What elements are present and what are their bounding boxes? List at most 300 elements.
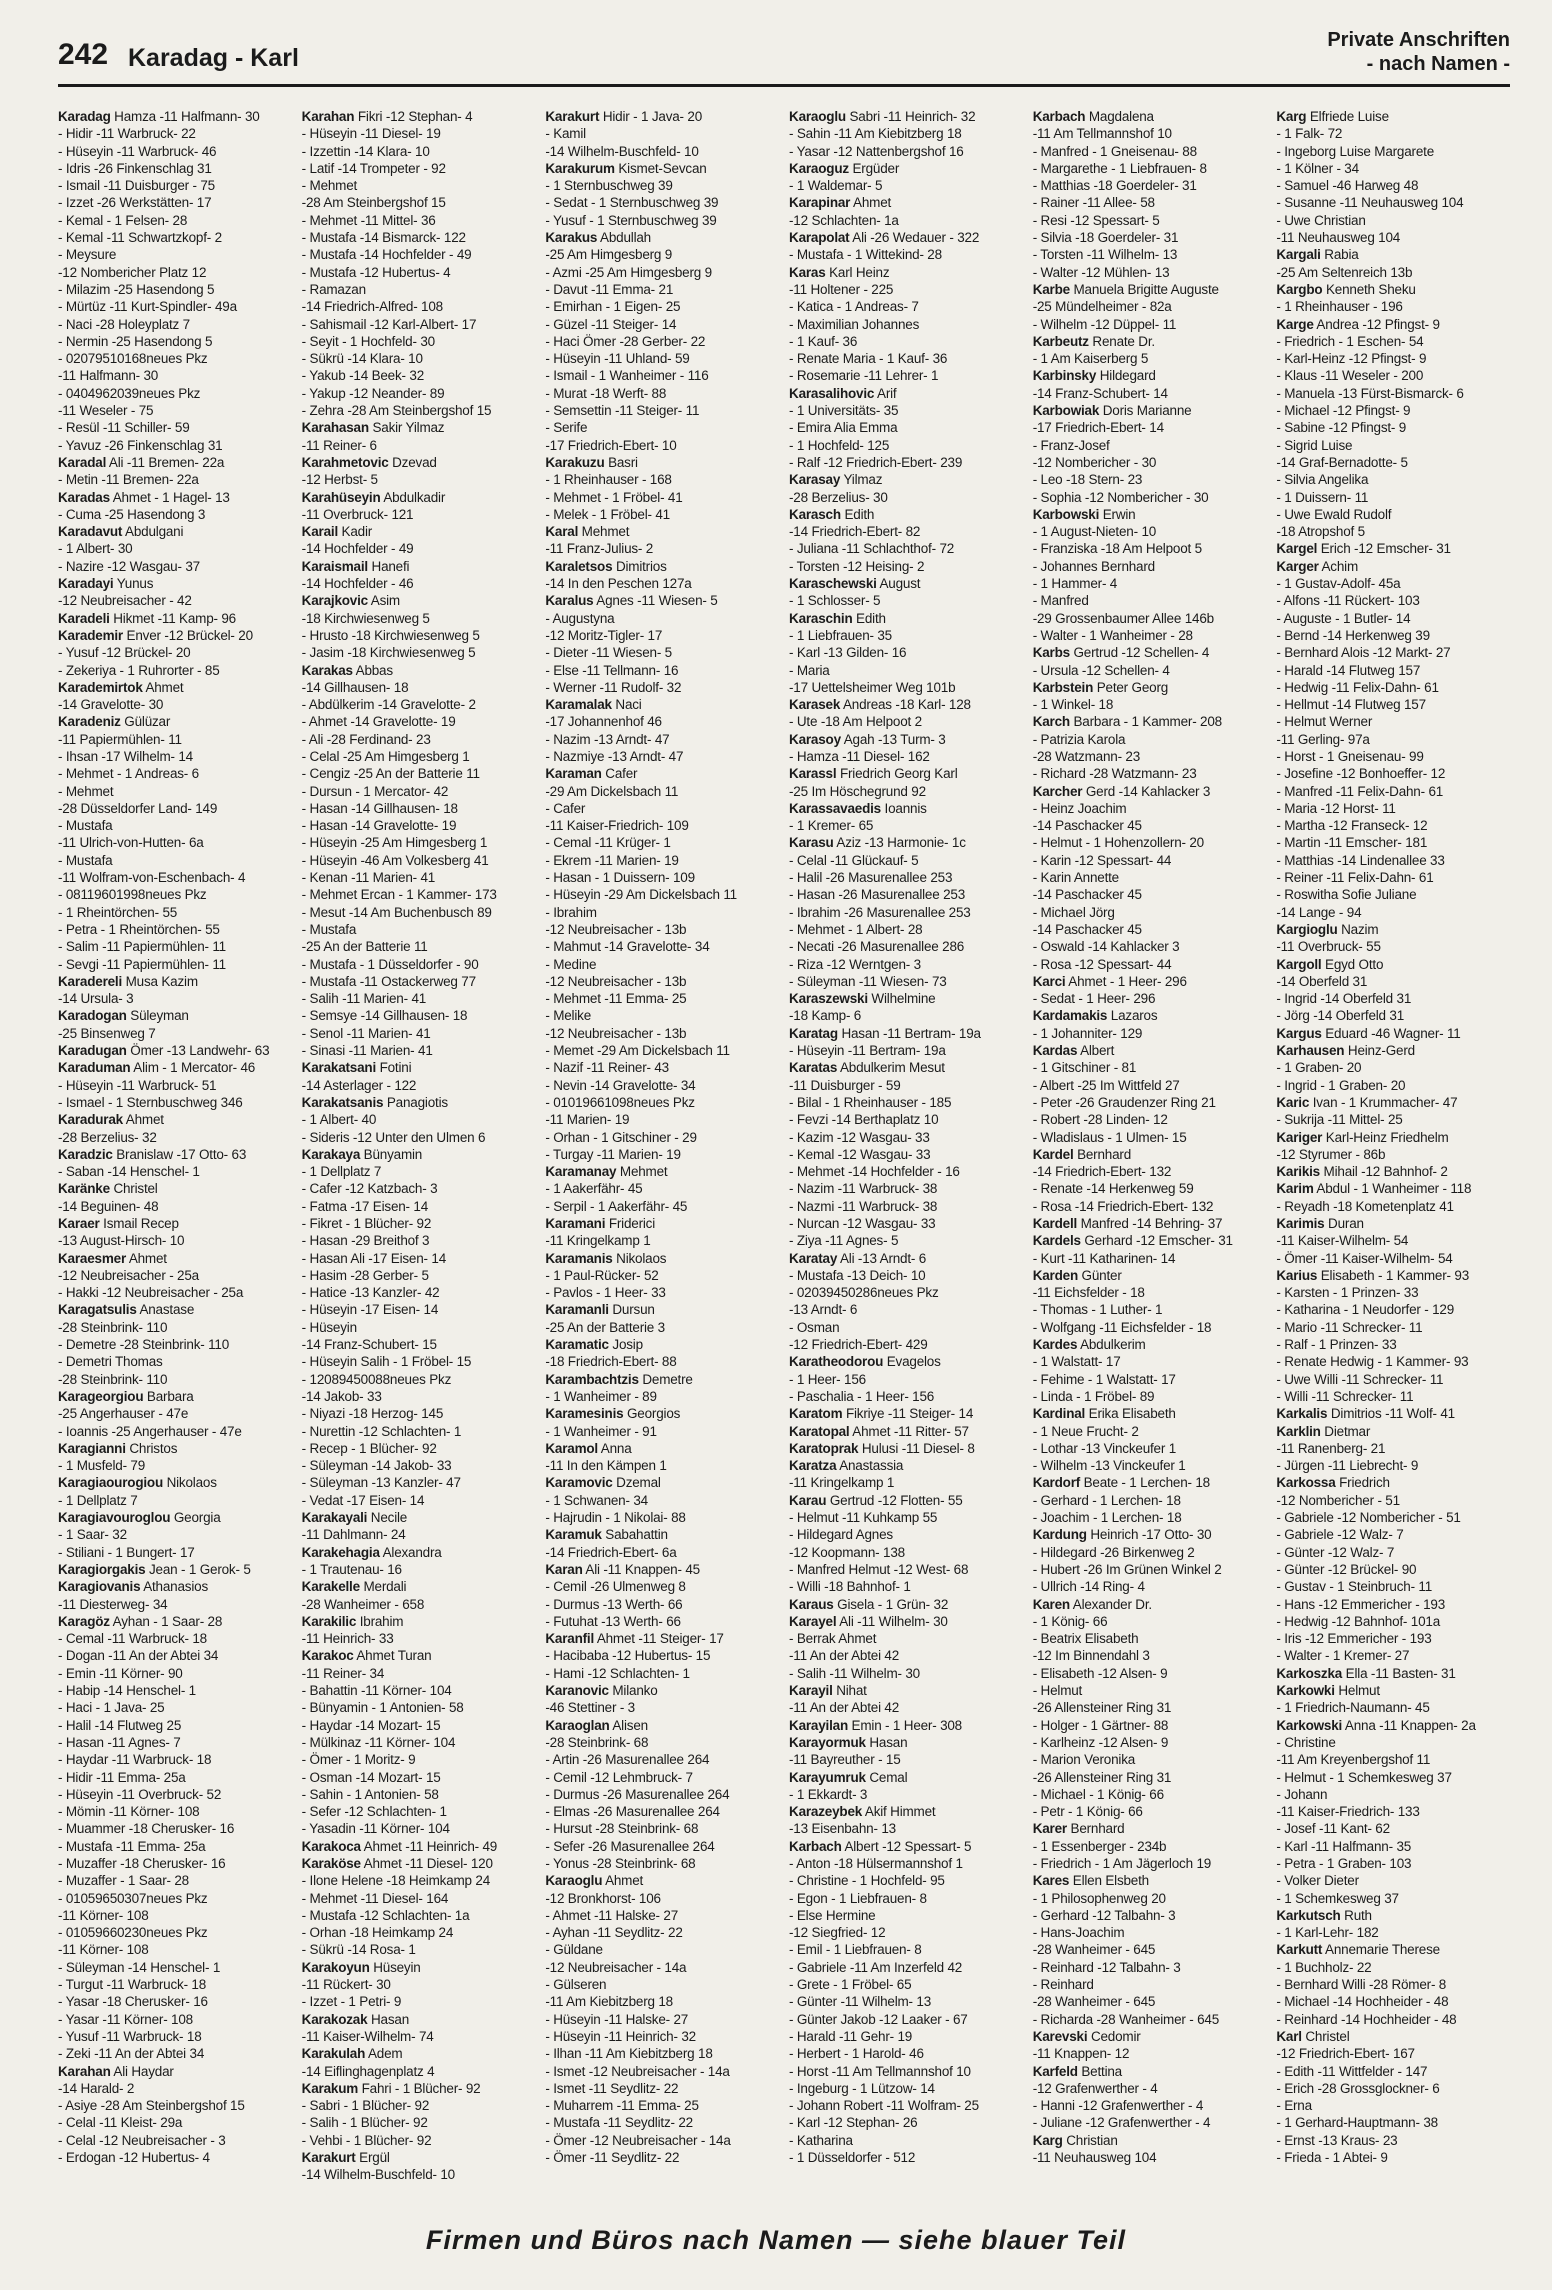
entry-surname: Karaletsos bbox=[545, 558, 613, 574]
directory-entry: - Yusuf -11 Warbruck- 18 bbox=[58, 2028, 202, 2044]
directory-entry: Karaoglu Ahmet bbox=[545, 1873, 644, 1889]
entry-surname: Karayel bbox=[789, 1613, 837, 1629]
section-title-line1: Private Anschriften bbox=[1327, 29, 1510, 51]
directory-entry: - Ingrid - 1 Graben- 20 bbox=[1276, 1077, 1406, 1093]
entry-surname: Karaismail bbox=[301, 558, 368, 574]
directory-entry: - Karlheinz -12 Alsen- 9 bbox=[1032, 1734, 1169, 1750]
directory-entry: - Hamza -11 Diesel- 162 bbox=[789, 748, 930, 764]
entry-surname: Karagianni bbox=[58, 1440, 126, 1456]
directory-entry: - Maria -12 Horst- 11 bbox=[1276, 800, 1396, 816]
directory-entry: - Saban -14 Henschel- 1 bbox=[58, 1164, 200, 1180]
directory-entry: - Ilhan -11 Am Kiebitzberg 18 bbox=[545, 2046, 713, 2062]
directory-entry: Karayormuk Hasan bbox=[789, 1734, 908, 1750]
directory-entry: Karbowiak Doris Marianne bbox=[1032, 403, 1192, 419]
directory-entry: - Robert -28 Linden- 12 bbox=[1032, 1112, 1168, 1128]
directory-entry: - Yakub -14 Beek- 32 bbox=[301, 368, 424, 384]
directory-entry: - Idris -26 Finkenschlag 31 bbox=[58, 160, 212, 176]
directory-entry: - Manfred Helmut -12 West- 68 bbox=[789, 1561, 969, 1577]
entry-surname: Karakilic bbox=[301, 1613, 357, 1629]
directory-entry: -11 Ranenberg- 21 bbox=[1276, 1440, 1386, 1456]
entry-surname: Karaoglu bbox=[545, 1873, 603, 1889]
directory-entry: - Volker Dieter bbox=[1276, 1873, 1359, 1889]
directory-entry: Karakurt Ergül bbox=[301, 2150, 390, 2166]
directory-entry: - 1 Rheinhauser - 196 bbox=[1276, 299, 1403, 315]
directory-entry: Karayilan Emin - 1 Heer- 308 bbox=[789, 1717, 962, 1733]
directory-entry: - 1 König- 66 bbox=[1032, 1613, 1108, 1629]
directory-entry: - Hasan - 1 Duissern- 109 bbox=[545, 870, 695, 886]
directory-entry: -11 Reiner- 34 bbox=[301, 1665, 385, 1681]
directory-entry: - Mehmet -11 Emma- 25 bbox=[545, 991, 687, 1007]
directory-entry: - 1 Dellplatz 7 bbox=[301, 1164, 382, 1180]
entry-surname: Karadurak bbox=[58, 1112, 123, 1128]
directory-entry: -12 Bronkhorst- 106 bbox=[545, 1890, 661, 1906]
directory-entry: - Gerhard -12 Talbahn- 3 bbox=[1032, 1907, 1176, 1923]
directory-entry: - Dursun - 1 Mercator- 42 bbox=[301, 783, 449, 799]
directory-entry: - Willi -18 Bahnhof- 1 bbox=[789, 1579, 911, 1595]
entry-surname: Karaus bbox=[789, 1596, 834, 1612]
directory-entry: - 1 Essenberger - 234b bbox=[1032, 1838, 1167, 1854]
directory-entry: -14 Paschacker 45 bbox=[1032, 818, 1142, 834]
directory-entry: - 02079510168neues Pkz bbox=[58, 351, 208, 367]
directory-entry: - Celal -11 Kleist- 29a bbox=[58, 2115, 183, 2131]
directory-entry: -11 Franz-Julius- 2 bbox=[545, 541, 654, 557]
directory-entry: - Roswitha Sofie Juliane bbox=[1276, 887, 1417, 903]
directory-entry: - Mustafa -14 Hochfelder - 49 bbox=[301, 247, 472, 263]
directory-entry: Karbowski Erwin bbox=[1032, 506, 1136, 522]
entry-surname: Karamanis bbox=[545, 1250, 613, 1266]
directory-entry: - 1 Rheintörchen- 55 bbox=[58, 904, 178, 920]
directory-entry: - Rosa -12 Spessart- 44 bbox=[1032, 956, 1172, 972]
directory-entry: - Michael -14 Hochheider - 48 bbox=[1276, 1994, 1449, 2010]
directory-entry: Karagianni Christos bbox=[58, 1440, 178, 1456]
directory-entry: Karden Günter bbox=[1032, 1267, 1122, 1283]
directory-entry: -12 Koopmann- 138 bbox=[789, 1544, 905, 1560]
directory-entry: Karasch Edith bbox=[789, 506, 875, 522]
entry-surname: Karklin bbox=[1276, 1423, 1321, 1439]
directory-entry: Karapolat Ali -26 Wedauer - 322 bbox=[789, 230, 980, 246]
directory-entry: Karademir Enver -12 Brückel- 20 bbox=[58, 627, 253, 643]
directory-entry: -14 Paschacker 45 bbox=[1032, 921, 1142, 937]
directory-entry: -29 Am Dickelsbach 11 bbox=[545, 783, 679, 799]
directory-entry: -14 Wilhelm-Buschfeld- 10 bbox=[545, 143, 699, 159]
directory-entry: - Haydar -11 Warbruck- 18 bbox=[58, 1752, 212, 1768]
directory-entry: - 1 Neue Frucht- 2 bbox=[1032, 1423, 1139, 1439]
directory-entry: Kardorf Beate - 1 Lerchen- 18 bbox=[1032, 1475, 1210, 1491]
directory-entry: - Helmut -11 Kuhkamp 55 bbox=[789, 1510, 938, 1526]
directory-entry: -17 Johannenhof 46 bbox=[545, 714, 662, 730]
directory-entry: - Hüseyin -11 Overbruck- 52 bbox=[58, 1786, 222, 1802]
entry-surname: Karatza bbox=[789, 1458, 837, 1474]
directory-entry: -25 Angerhauser - 47e bbox=[58, 1406, 189, 1422]
directory-entry: - Nazire -12 Wasgau- 37 bbox=[58, 558, 200, 574]
directory-entry: - Samuel -46 Harweg 48 bbox=[1276, 178, 1419, 194]
directory-entry: - 1 Düsseldorfer - 512 bbox=[789, 2150, 916, 2166]
directory-entry: - Senol -11 Marien- 41 bbox=[301, 1025, 431, 1041]
directory-entry: - Recep - 1 Blücher- 92 bbox=[301, 1440, 437, 1456]
entry-surname: Kardung bbox=[1032, 1527, 1087, 1543]
directory-entry: - Wolfgang -11 Eichsfelder - 18 bbox=[1032, 1319, 1212, 1335]
directory-entry: - Hami -12 Schlachten- 1 bbox=[545, 1665, 690, 1681]
directory-entry: - Bernd -14 Herkenweg 39 bbox=[1276, 627, 1430, 643]
directory-entry: - Manfred bbox=[1032, 593, 1089, 609]
directory-entry: Karakatsanis Panagiotis bbox=[301, 1094, 448, 1110]
directory-entry: - Sahismail -12 Karl-Albert- 17 bbox=[301, 316, 477, 332]
directory-entry: - Orhan -18 Heimkamp 24 bbox=[301, 1925, 454, 1941]
entry-surname: Karakayali bbox=[301, 1510, 368, 1526]
directory-entry: - Süleyman -11 Wiesen- 73 bbox=[789, 973, 947, 989]
directory-entry: -12 Neubreisacher - 25a bbox=[58, 1267, 199, 1283]
directory-entry: - Mustafa -11 Emma- 25a bbox=[58, 1838, 206, 1854]
directory-entry: Karg Elfriede Luise bbox=[1276, 109, 1389, 124]
directory-entry: - Michael Jörg bbox=[1032, 904, 1115, 920]
directory-entry: Karademirtok Ahmet bbox=[58, 679, 184, 695]
directory-entry: - Ismail -11 Duisburger - 75 bbox=[58, 178, 215, 194]
directory-entry: -12 Friedrich-Ebert- 429 bbox=[789, 1337, 928, 1353]
directory-entry: - Emin -11 Körner- 90 bbox=[58, 1665, 183, 1681]
directory-entry: - Beatrix Elisabeth bbox=[1032, 1631, 1139, 1647]
directory-entry: - 1 Musfeld- 79 bbox=[58, 1458, 146, 1474]
directory-entry: - Ilone Helene -18 Heimkamp 24 bbox=[301, 1873, 491, 1889]
directory-entry: - Naci -28 Holeyplatz 7 bbox=[58, 316, 190, 332]
directory-entry: - Gabriele -12 Nombericher - 51 bbox=[1276, 1510, 1461, 1526]
directory-entry: - Sinasi -11 Marien- 41 bbox=[301, 1043, 433, 1059]
entry-surname: Karamalak bbox=[545, 697, 612, 713]
directory-entry: - Reinhard -14 Hochheider - 48 bbox=[1276, 2011, 1457, 2027]
directory-entry: Karamanis Nikolaos bbox=[545, 1250, 667, 1266]
entry-surname: Karadzic bbox=[58, 1146, 113, 1162]
directory-entry: - Karl-Heinz -12 Pfingst- 9 bbox=[1276, 351, 1427, 367]
entry-surname: Karatag bbox=[789, 1025, 838, 1041]
directory-entry: Karadayi Yunus bbox=[58, 576, 154, 592]
directory-entry: -12 Im Binnendahl 3 bbox=[1032, 1648, 1150, 1664]
directory-entry: - 1 Liebfrauen- 35 bbox=[789, 627, 892, 643]
entry-surname: Karen bbox=[1032, 1596, 1070, 1612]
directory-entry: - 1 Schwanen- 34 bbox=[545, 1492, 648, 1508]
directory-entry: - Ibrahim -26 Masurenallee 253 bbox=[789, 904, 971, 920]
directory-entry: - Izzet - 1 Petri- 9 bbox=[301, 1994, 402, 2010]
directory-entry: Karambachtzis Demetre bbox=[545, 1371, 693, 1387]
directory-entry: - Herbert - 1 Harold- 46 bbox=[789, 2046, 924, 2062]
directory-entry: Karadurak Ahmet bbox=[58, 1112, 164, 1128]
directory-entry: - Ali -28 Ferdinand- 23 bbox=[301, 731, 431, 747]
entry-surname: Karayormuk bbox=[789, 1734, 866, 1750]
directory-entry: - Vehbi - 1 Blücher- 92 bbox=[301, 2132, 432, 2148]
directory-entry: Karkalis Dimitrios -11 Wolf- 41 bbox=[1276, 1406, 1455, 1422]
directory-entry: -11 Wolfram-von-Eschenbach- 4 bbox=[58, 870, 246, 886]
directory-entry: - 1 Gerhard-Hauptmann- 38 bbox=[1276, 2115, 1438, 2131]
directory-entry: Karakaya Bünyamin bbox=[301, 1146, 423, 1162]
directory-entry: - Meysure bbox=[58, 247, 117, 263]
directory-entry: -14 In den Peschen 127a bbox=[545, 576, 692, 592]
directory-entry: - 0404962039neues Pkz bbox=[58, 385, 201, 401]
directory-entry: - Ibrahim bbox=[545, 904, 597, 920]
entry-surname: Kardas bbox=[1032, 1043, 1078, 1059]
directory-entry: - Renate Hedwig - 1 Kammer- 93 bbox=[1276, 1354, 1469, 1370]
directory-entry: -28 Wanheimer - 645 bbox=[1032, 1942, 1156, 1958]
directory-entry: - Karl -11 Halfmann- 35 bbox=[1276, 1838, 1412, 1854]
directory-entry: - Mustafa bbox=[58, 818, 113, 834]
entry-surname: Karakurt bbox=[301, 2150, 356, 2166]
directory-entry: - Ömer -11 Seydlitz- 22 bbox=[545, 2150, 680, 2166]
directory-entry: -26 Allensteiner Ring 31 bbox=[1032, 1700, 1172, 1716]
entry-surname: Kardorf bbox=[1032, 1475, 1081, 1491]
entry-surname: Karamatic bbox=[545, 1337, 609, 1353]
directory-entry: - Walter - 1 Kremer- 27 bbox=[1276, 1648, 1410, 1664]
entry-surname: Karaszewski bbox=[789, 991, 868, 1007]
directory-entry: - Osman bbox=[789, 1319, 840, 1335]
directory-entry: - Linda - 1 Fröbel- 89 bbox=[1032, 1388, 1155, 1404]
directory-entry: -14 Oberfeld 31 bbox=[1276, 973, 1368, 989]
directory-entry: - 1 August-Nieten- 10 bbox=[1032, 524, 1157, 540]
directory-entry: - Salih -11 Wilhelm- 30 bbox=[789, 1665, 920, 1681]
directory-entry: -11 Am Kiebitzberg 18 bbox=[545, 1994, 673, 2010]
directory-entry: -11 Gerling- 97a bbox=[1276, 731, 1370, 747]
directory-entry: - 1 Buchholz- 22 bbox=[1276, 1959, 1372, 1975]
directory-entry: - 1 Sternbuschweg 39 bbox=[545, 178, 673, 194]
entry-surname: Kargus bbox=[1276, 1025, 1322, 1041]
directory-entry: Karbe Manuela Brigitte Auguste bbox=[1032, 281, 1219, 297]
entry-surname: Karim bbox=[1276, 1181, 1314, 1197]
directory-entry: - 1 Walstatt- 17 bbox=[1032, 1354, 1121, 1370]
entry-surname: Karayumruk bbox=[789, 1769, 866, 1785]
directory-entry: Karadavut Abdulgani bbox=[58, 524, 184, 540]
section-title bbox=[1327, 28, 1510, 76]
directory-entry: - 1 Rheinhauser - 168 bbox=[545, 472, 672, 488]
directory-entry: -11 Rückert- 30 bbox=[301, 1977, 391, 1993]
directory-entry: Karagiovanis Athanasios bbox=[58, 1579, 208, 1595]
directory-entry: - Muharrem -11 Emma- 25 bbox=[545, 2098, 699, 2114]
entry-surname: Karatopal bbox=[789, 1423, 850, 1439]
directory-entry: - Vedat -17 Eisen- 14 bbox=[301, 1492, 425, 1508]
directory-entry: - Ioannis -25 Angerhauser - 47e bbox=[58, 1423, 242, 1439]
directory-entry: - Mehmet bbox=[301, 178, 358, 194]
directory-entry: - Hedwig -12 Bahnhof- 101a bbox=[1276, 1613, 1441, 1629]
entry-surname: Karbowski bbox=[1032, 506, 1100, 522]
directory-entry: - Nazmi -11 Warbruck- 38 bbox=[789, 1198, 938, 1214]
directory-entry: Karayumruk Cemal bbox=[789, 1769, 908, 1785]
directory-entry: - Hedwig -11 Felix-Dahn- 61 bbox=[1276, 679, 1439, 695]
entry-surname: Kargel bbox=[1276, 541, 1318, 557]
directory-entry: - 1 Gitschiner - 81 bbox=[1032, 1060, 1137, 1076]
directory-entry: - Ahmet -11 Halske- 27 bbox=[545, 1907, 679, 1923]
entry-surname: Karademir bbox=[58, 627, 123, 643]
directory-entry: - Helmut bbox=[1032, 1683, 1083, 1699]
directory-entry: -14 Lange - 94 bbox=[1276, 904, 1362, 920]
entry-surname: Karadeli bbox=[58, 610, 110, 626]
entry-surname: Karbs bbox=[1032, 645, 1070, 661]
directory-entry: - Leo -18 Stern- 23 bbox=[1032, 472, 1143, 488]
directory-entry: - Albert -25 Im Wittfeld 27 bbox=[1032, 1077, 1180, 1093]
entry-surname: Karaoguz bbox=[789, 160, 849, 176]
directory-entry: -11 Weseler - 75 bbox=[58, 403, 154, 419]
directory-entry: - 1 Albert- 40 bbox=[301, 1112, 377, 1128]
entry-surname: Karch bbox=[1032, 714, 1070, 730]
directory-entry: - 1 Gustav-Adolf- 45a bbox=[1276, 576, 1401, 592]
directory-entry: -12 Nombericher - 30 bbox=[1032, 454, 1157, 470]
directory-entry: - Hasan -14 Gillhausen- 18 bbox=[301, 800, 458, 816]
directory-entry: -14 Friedrich-Alfred- 108 bbox=[301, 299, 443, 315]
directory-entry: - Stiliani - 1 Bungert- 17 bbox=[58, 1544, 195, 1560]
directory-entry: -28 Am Steinbergshof 15 bbox=[301, 195, 446, 211]
entry-surname: Karahan bbox=[58, 2063, 111, 2079]
directory-entry: - Paschalia - 1 Heer- 156 bbox=[789, 1388, 935, 1404]
directory-entry: - Muzaffer -18 Cherusker- 16 bbox=[58, 1855, 226, 1871]
directory-entry: -11 Neuhausweg 104 bbox=[1032, 2150, 1157, 2166]
directory-entry: - Murat -18 Werft- 88 bbox=[545, 385, 667, 401]
entry-surname: Karfeld bbox=[1032, 2063, 1078, 2079]
directory-entry: - Edith -11 Wittfelder - 147 bbox=[1276, 2063, 1428, 2079]
directory-entry: -14 Ursula- 3 bbox=[58, 991, 134, 1007]
directory-entry: - Ingeborg Luise Margarete bbox=[1276, 143, 1435, 159]
directory-entry: - Matthias -14 Lindenallee 33 bbox=[1276, 852, 1445, 868]
directory-entry: - Gustav - 1 Steinbruch- 11 bbox=[1276, 1579, 1433, 1595]
directory-entry: - Orhan - 1 Gitschiner - 29 bbox=[545, 1129, 697, 1145]
entry-surname: Karasay bbox=[789, 472, 841, 488]
directory-entry: - Süleyman -13 Kanzler- 47 bbox=[301, 1475, 461, 1491]
entry-surname: Karakoca bbox=[301, 1838, 361, 1854]
directory-entry: - Haci - 1 Java- 25 bbox=[58, 1700, 165, 1716]
directory-entry: - Sükrü -14 Klara- 10 bbox=[301, 351, 423, 367]
directory-entry: Karaoglan Alisen bbox=[545, 1717, 648, 1733]
directory-entry: - Bünyamin - 1 Antonien- 58 bbox=[301, 1700, 464, 1716]
directory-entry: Karen Alexander Dr. bbox=[1032, 1596, 1152, 1612]
directory-entry: Karaer Ismail Recep bbox=[58, 1216, 179, 1231]
directory-entry: Karakoca Ahmet -11 Heinrich- 49 bbox=[301, 1838, 498, 1854]
directory-entry: Karakozak Hasan bbox=[301, 2011, 409, 2027]
directory-entry: - 1 Saar- 32 bbox=[58, 1527, 127, 1543]
directory-entry: Karagiorgakis Jean - 1 Gerok- 5 bbox=[58, 1561, 251, 1577]
directory-entry: - Hans -12 Emmericher - 193 bbox=[1276, 1596, 1446, 1612]
entry-surname: Karg bbox=[1276, 109, 1307, 124]
directory-entry: -11 Körner- 108 bbox=[58, 1907, 149, 1923]
entry-surname: Karadal bbox=[58, 454, 107, 470]
directory-entry: - Gabriele -12 Walz- 7 bbox=[1276, 1527, 1404, 1543]
directory-entry: - Ismet -11 Seydlitz- 22 bbox=[545, 2080, 679, 2096]
entry-surname: Karail bbox=[301, 524, 338, 540]
directory-entry: - Ziya -11 Agnes- 5 bbox=[789, 1233, 899, 1249]
directory-entry: -25 Im Höschegrund 92 bbox=[789, 783, 926, 799]
entry-surname: Karamani bbox=[545, 1216, 606, 1231]
directory-entry: Karadag Hamza -11 Halfmann- 30 bbox=[58, 109, 260, 124]
directory-entry: - Turgay -11 Marien- 19 bbox=[545, 1146, 681, 1162]
directory-columns bbox=[58, 108, 1510, 2183]
entry-surname: Karadayi bbox=[58, 576, 114, 592]
directory-entry: - Sideris -12 Unter den Ulmen 6 bbox=[301, 1129, 486, 1145]
directory-entry: - Yusuf - 1 Sternbuschweg 39 bbox=[545, 212, 717, 228]
directory-entry: - Uwe Christian bbox=[1276, 212, 1366, 228]
directory-entry: -11 Overbruck- 55 bbox=[1276, 939, 1381, 955]
directory-entry: - Yasar -18 Cherusker- 16 bbox=[58, 1994, 208, 2010]
directory-entry: - Bilal - 1 Rheinhauser - 185 bbox=[789, 1094, 952, 1110]
entry-surname: Kardel bbox=[1032, 1146, 1074, 1162]
directory-entry: - Ernst -13 Kraus- 23 bbox=[1276, 2132, 1398, 2148]
directory-entry: - Sigrid Luise bbox=[1276, 437, 1353, 453]
directory-column-1 bbox=[58, 108, 292, 2168]
directory-entry: -12 Herbst- 5 bbox=[301, 472, 378, 488]
entry-surname: Karbinsky bbox=[1032, 368, 1097, 384]
directory-entry: -14 Franz-Schubert- 15 bbox=[301, 1337, 437, 1353]
directory-entry: Karajkovic Asim bbox=[301, 593, 400, 609]
directory-entry: - Muammer -18 Cherusker- 16 bbox=[58, 1821, 235, 1837]
entry-surname: Karagöz bbox=[58, 1613, 110, 1629]
directory-entry: - Uwe Ewald Rudolf bbox=[1276, 506, 1392, 522]
directory-entry: - Thomas - 1 Luther- 1 bbox=[1032, 1302, 1163, 1318]
directory-entry: - Gabriele -11 Am Inzerfeld 42 bbox=[789, 1959, 963, 1975]
directory-entry: Karer Bernhard bbox=[1032, 1821, 1125, 1837]
directory-entry: - Abdülkerim -14 Gravelotte- 2 bbox=[301, 697, 476, 713]
directory-entry: - Lothar -13 Vinckeufer 1 bbox=[1032, 1440, 1177, 1456]
directory-entry: - Cuma -25 Hasendong 3 bbox=[58, 506, 206, 522]
directory-entry: -28 Berzelius- 30 bbox=[789, 489, 888, 505]
directory-entry: - 1 Hammer- 4 bbox=[1032, 576, 1118, 592]
directory-entry: -11 Halfmann- 30 bbox=[58, 368, 159, 384]
directory-entry: - Sukrija -11 Mittel- 25 bbox=[1276, 1112, 1403, 1128]
entry-surname: Karan bbox=[545, 1561, 583, 1577]
directory-entry: - Hubert -26 Im Grünen Winkel 2 bbox=[1032, 1561, 1222, 1577]
directory-entry: Karg Christian bbox=[1032, 2132, 1118, 2148]
directory-entry: Karamatic Josip bbox=[545, 1337, 643, 1353]
directory-entry: - Ömer -11 Kaiser-Wilhelm- 54 bbox=[1276, 1250, 1453, 1266]
directory-entry: - Mahmut -14 Gravelotte- 34 bbox=[545, 939, 710, 955]
directory-entry: - Mehmet Ercan - 1 Kammer- 173 bbox=[301, 887, 497, 903]
directory-entry: -28 Steinbrink- 110 bbox=[58, 1371, 168, 1387]
directory-entry: - Sabine -12 Pfingst- 9 bbox=[1276, 420, 1407, 436]
directory-entry: - Susanne -11 Neuhausweg 104 bbox=[1276, 195, 1464, 211]
directory-entry: -11 Am Kreyenbergshof 11 bbox=[1276, 1752, 1431, 1768]
entry-surname: Karcher bbox=[1032, 783, 1083, 799]
entry-surname: Karamuk bbox=[545, 1527, 602, 1543]
entry-surname: Karger bbox=[1276, 558, 1319, 574]
directory-entry: - Hrusto -18 Kirchwiesenweg 5 bbox=[301, 627, 480, 643]
directory-entry: - Hüseyin -11 Heinrich- 32 bbox=[545, 2028, 696, 2044]
directory-entry: - Halil -14 Flutweg 25 bbox=[58, 1717, 182, 1733]
directory-entry: - Hasim -28 Gerber- 5 bbox=[301, 1267, 429, 1283]
directory-entry: - Hüseyin Salih - 1 Fröbel- 15 bbox=[301, 1354, 472, 1370]
entry-surname: Karanfil bbox=[545, 1631, 595, 1647]
directory-entry: Karch Barbara - 1 Kammer- 208 bbox=[1032, 714, 1222, 730]
directory-entry: - Walter -12 Mühlen- 13 bbox=[1032, 264, 1170, 280]
entry-surname: Karamesinis bbox=[545, 1406, 624, 1422]
directory-entry: -17 Uettelsheimer Weg 101b bbox=[789, 679, 956, 695]
directory-entry: - 1 Hochfeld- 125 bbox=[789, 437, 890, 453]
directory-entry: - Emira Alia Emma bbox=[789, 420, 898, 436]
entry-surname: Karas bbox=[789, 264, 826, 280]
directory-entry: - Reyadh -18 Kometenplatz 41 bbox=[1276, 1198, 1454, 1214]
directory-entry: - 1 Wanheimer - 91 bbox=[545, 1423, 657, 1439]
directory-entry: - Juliana -11 Schlachthof- 72 bbox=[789, 541, 955, 557]
entry-surname: Karikis bbox=[1276, 1164, 1320, 1180]
entry-surname: Karius bbox=[1276, 1267, 1318, 1283]
directory-entry: Karasek Andreas -18 Karl- 128 bbox=[789, 697, 971, 713]
directory-entry: - Rosa -14 Friedrich-Ebert- 132 bbox=[1032, 1198, 1214, 1214]
directory-entry: - Dieter -11 Wiesen- 5 bbox=[545, 645, 672, 661]
directory-entry: Karail Kadir bbox=[301, 524, 373, 540]
directory-entry: -11 Diesterweg- 34 bbox=[58, 1596, 168, 1612]
directory-entry: Karakilic Ibrahim bbox=[301, 1613, 404, 1629]
entry-surname: Karakulah bbox=[301, 2046, 366, 2062]
directory-entry: - 1 Schlosser- 5 bbox=[789, 593, 881, 609]
directory-entry: Kargali Rabia bbox=[1276, 247, 1359, 263]
directory-entry: Kares Ellen Elsbeth bbox=[1032, 1873, 1149, 1889]
directory-entry: - Torsten -11 Wilhelm- 13 bbox=[1032, 247, 1178, 263]
directory-entry: - Renate -14 Herkenweg 59 bbox=[1032, 1181, 1194, 1197]
directory-entry: -17 Friedrich-Ebert- 10 bbox=[545, 437, 677, 453]
directory-entry: - Else Hermine bbox=[789, 1907, 876, 1923]
directory-entry: -25 An der Batterie 11 bbox=[301, 939, 428, 955]
directory-entry: - Demetri Thomas bbox=[58, 1354, 163, 1370]
directory-entry: Karagiavouroglou Georgia bbox=[58, 1510, 221, 1526]
entry-surname: Karbeutz bbox=[1032, 333, 1089, 349]
